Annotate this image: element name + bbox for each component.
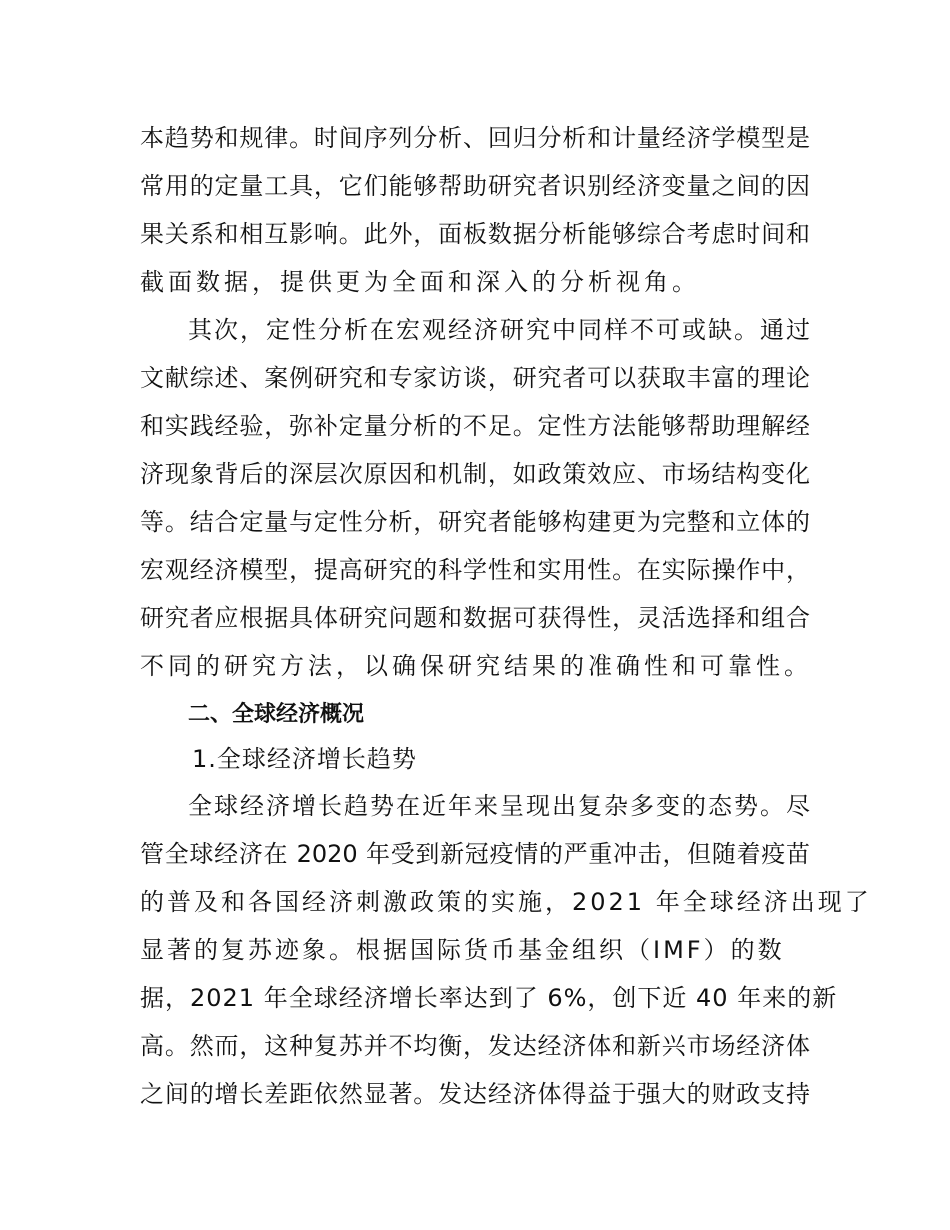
paragraph-line: 据，2021 年全球经济增长率达到了 6%，创下近 40 年来的新 — [140, 984, 838, 1012]
paragraph-line: 不同的研究方法，以确保研究结果的准确性和可靠性。 — [140, 652, 812, 680]
paragraph-line: 的普及和各国经济刺激政策的实施，2021 年全球经济出现了 — [140, 888, 872, 916]
paragraph-line: 管全球经济在 2020 年受到新冠疫情的严重冲击，但随着疫苗 — [140, 840, 810, 868]
paragraph-line: 宏观经济模型，提高研究的科学性和实用性。在实际操作中， — [140, 556, 810, 584]
paragraph-line: 截面数据，提供更为全面和深入的分析视角。 — [140, 268, 700, 296]
paragraph-line: 和实践经验，弥补定量分析的不足。定性方法能够帮助理解经 — [140, 412, 810, 440]
section-heading: 二、全球经济概况 — [188, 702, 365, 727]
subsection-heading: 1.全球经济增长趋势 — [192, 745, 417, 773]
paragraph-line: 济现象背后的深层次原因和机制，如政策效应、市场结构变化 — [140, 460, 810, 488]
paragraph-line: 高。然而，这种复苏并不均衡，发达经济体和新兴市场经济体 — [140, 1032, 810, 1060]
paragraph-line: 全球经济增长趋势在近年来呈现出复杂多变的态势。尽 — [188, 792, 810, 820]
paragraph-line: 文献综述、案例研究和专家访谈，研究者可以获取丰富的理论 — [140, 364, 810, 392]
paragraph-line: 常用的定量工具，它们能够帮助研究者识别经济变量之间的因 — [140, 172, 810, 200]
paragraph-line: 等。结合定量与定性分析，研究者能够构建更为完整和立体的 — [140, 508, 810, 536]
paragraph-line: 本趋势和规律。时间序列分析、回归分析和计量经济学模型是 — [140, 124, 810, 152]
paragraph-line: 显著的复苏迹象。根据国际货币基金组织（IMF）的数 — [140, 936, 785, 964]
paragraph-line: 研究者应根据具体研究问题和数据可获得性，灵活选择和组合 — [140, 604, 810, 632]
paragraph-line: 其次，定性分析在宏观经济研究中同样不可或缺。通过 — [188, 316, 810, 344]
paragraph-line: 之间的增长差距依然显著。发达经济体得益于强大的财政支持 — [140, 1080, 810, 1108]
paragraph-line: 果关系和相互影响。此外，面板数据分析能够综合考虑时间和 — [140, 220, 810, 248]
